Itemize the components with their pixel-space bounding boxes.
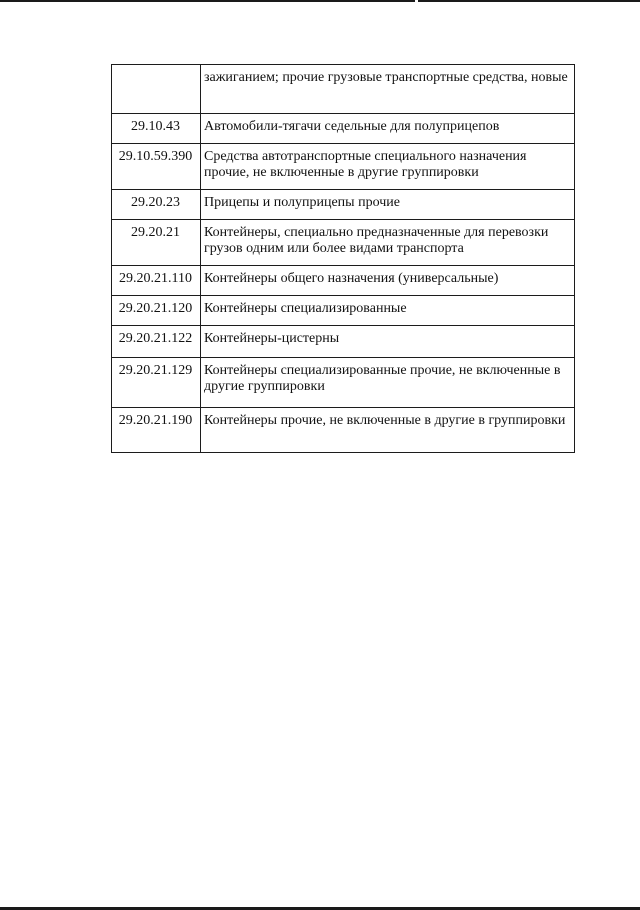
table-row: [112, 144, 575, 190]
description-cell: Прицепы и полуприцепы прочие: [201, 190, 575, 220]
code-cell: 29.20.21.122: [112, 326, 201, 358]
table-row: [112, 296, 575, 326]
table-row: [112, 408, 575, 453]
description-cell: Контейнеры специализированные: [201, 296, 575, 326]
code-cell: 29.20.21.190: [112, 408, 201, 453]
table-row: [112, 190, 575, 220]
code-cell: 29.20.21: [112, 220, 201, 266]
description-cell: Автомобили-тягачи седельные для полуприцепов: [201, 114, 575, 144]
table-row: [112, 326, 575, 358]
code-cell: 29.20.23: [112, 190, 201, 220]
code-cell: 29.20.21.129: [112, 358, 201, 408]
description-cell: зажиганием; прочие грузовые транспортные средства, новые: [201, 65, 575, 114]
description-cell: Контейнеры специализированные прочие, не включенные в другие группировки: [201, 358, 575, 408]
table-row: [112, 266, 575, 296]
code-cell: 29.20.21.120: [112, 296, 201, 326]
code-cell: 29.10.59.390: [112, 144, 201, 190]
scan-edge-top: [0, 0, 640, 2]
scan-edge-top-gap: [415, 0, 418, 2]
classifier-table-body: [112, 65, 575, 453]
description-cell: Контейнеры-цистерны: [201, 326, 575, 358]
table-row: [112, 65, 575, 114]
table-row: [112, 358, 575, 408]
table-row: [112, 220, 575, 266]
description-cell: Средства автотранспортные специального назначения прочие, не включенные в другие группировки: [201, 144, 575, 190]
description-cell: Контейнеры общего назначения (универсальные): [201, 266, 575, 296]
description-cell: Контейнеры прочие, не включенные в другие в группировки: [201, 408, 575, 453]
code-cell: 29.10.43: [112, 114, 201, 144]
classifier-table: [111, 64, 575, 453]
description-cell: Контейнеры, специально предназначенные для перевозки грузов одним или более видами транспорта: [201, 220, 575, 266]
table-row: [112, 114, 575, 144]
code-cell: [112, 65, 201, 114]
code-cell: 29.20.21.110: [112, 266, 201, 296]
